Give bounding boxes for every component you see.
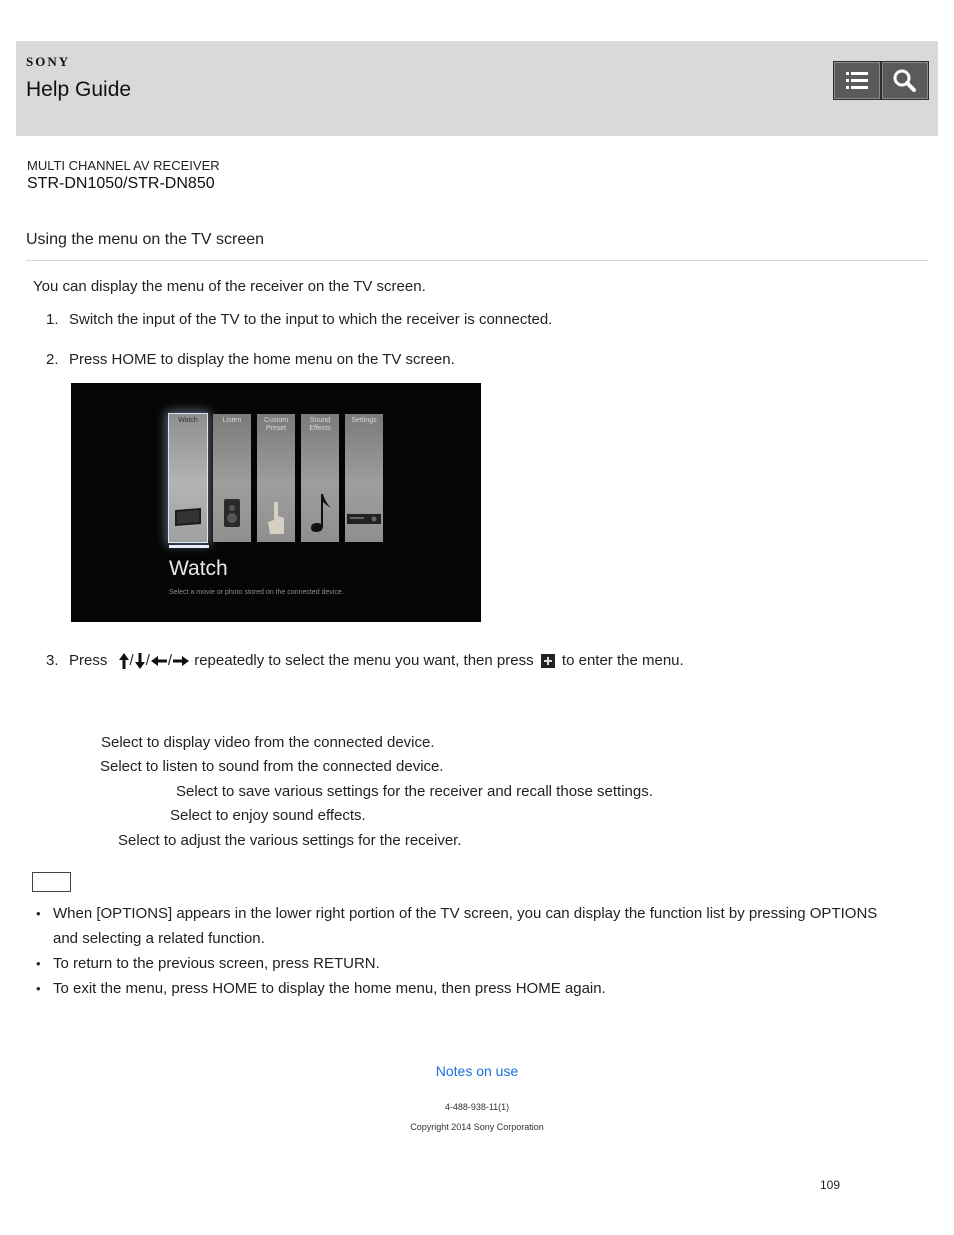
speaker-icon xyxy=(222,498,242,528)
intro-text: You can display the menu of the receiver on the TV screen. xyxy=(33,278,426,295)
toc-button[interactable] xyxy=(833,61,881,100)
arrow-separator: / xyxy=(129,652,134,669)
arrow-right-icon xyxy=(172,655,190,667)
panel-label: Listen xyxy=(222,417,242,424)
sony-logo: SONY xyxy=(26,54,71,69)
enter-button-icon xyxy=(540,653,556,669)
menu-description: Select to adjust the various settings for the receiver. xyxy=(118,832,462,849)
page-number: 109 xyxy=(820,1178,841,1192)
panel-label: Settings xyxy=(351,417,377,424)
music-note-icon xyxy=(309,492,333,536)
hand-icon xyxy=(266,500,288,538)
arrow-up-icon xyxy=(118,652,130,670)
step-number: 2. xyxy=(46,351,59,368)
step-number: 1. xyxy=(46,311,59,328)
step-text xyxy=(69,652,684,670)
hint-badge xyxy=(32,872,71,892)
product-category: MULTI CHANNEL AV RECEIVER xyxy=(27,158,220,173)
menu-description: Select to enjoy sound effects. xyxy=(170,807,366,824)
menu-description: Select to save various settings for the receiver and recall those settings. xyxy=(176,783,653,800)
menu-description: Select to listen to sound from the connected device. xyxy=(100,758,444,775)
menu-panel-custom-preset xyxy=(257,414,295,542)
menu-panel-settings xyxy=(345,414,383,542)
step-number: 3. xyxy=(46,652,59,669)
menu-panel-sound-effects xyxy=(301,414,339,542)
arrow-separator: / xyxy=(167,652,173,669)
step3-text-after: to enter the menu. xyxy=(561,652,684,669)
help-guide-title[interactable]: Help Guide xyxy=(26,78,132,101)
search-icon xyxy=(882,62,928,99)
receiver-icon xyxy=(346,512,382,526)
selected-menu-title: Watch xyxy=(169,557,228,580)
step-text: Switch the input of the TV to the input to which the receiver is connected. xyxy=(69,311,553,328)
notes-on-use-link[interactable]: Notes on use xyxy=(435,1063,519,1079)
menu-panel-watch xyxy=(169,414,207,542)
topic-title: Using the menu on the TV screen xyxy=(26,231,265,248)
hint-list xyxy=(33,901,903,1001)
step3-text-before: Press xyxy=(69,652,108,669)
step-text: Press HOME to display the home menu on the TV screen. xyxy=(69,351,455,368)
hint-item: • When [OPTIONS] appears in the lower right portion of the TV screen, you can display the function list by pressing OPTIONS and selecting a related function. xyxy=(33,901,903,951)
product-model: STR-DN1050/STR-DN850 xyxy=(27,175,215,192)
header-bar xyxy=(16,41,938,136)
selected-menu-description: Select a movie or photo stored on the connected device. xyxy=(169,589,344,596)
arrow-down-icon xyxy=(134,652,146,670)
panel-label: Custom Preset xyxy=(263,417,289,432)
home-menu-screenshot xyxy=(71,383,481,622)
list-icon xyxy=(834,62,880,99)
copyright: Copyright 2014 Sony Corporation xyxy=(410,1122,544,1132)
panel-label: Watch xyxy=(178,417,198,424)
panel-label: Sound Effects xyxy=(309,417,331,432)
arrow-separator: / xyxy=(145,652,150,669)
search-button[interactable] xyxy=(881,61,929,100)
menu-panel-listen xyxy=(213,414,251,542)
step3-text-mid: repeatedly to select the menu you want, then press xyxy=(194,652,534,669)
document-number: 4-488-938-11(1) xyxy=(444,1102,510,1112)
hint-item: • To exit the menu, press HOME to display the home menu, then press HOME again. xyxy=(33,976,903,1001)
menu-description: Select to display video from the connected device. xyxy=(101,734,435,751)
hint-item: • To return to the previous screen, press RETURN. xyxy=(33,951,903,976)
divider xyxy=(26,260,928,261)
arrow-left-icon xyxy=(150,655,168,667)
tv-icon xyxy=(173,506,203,528)
